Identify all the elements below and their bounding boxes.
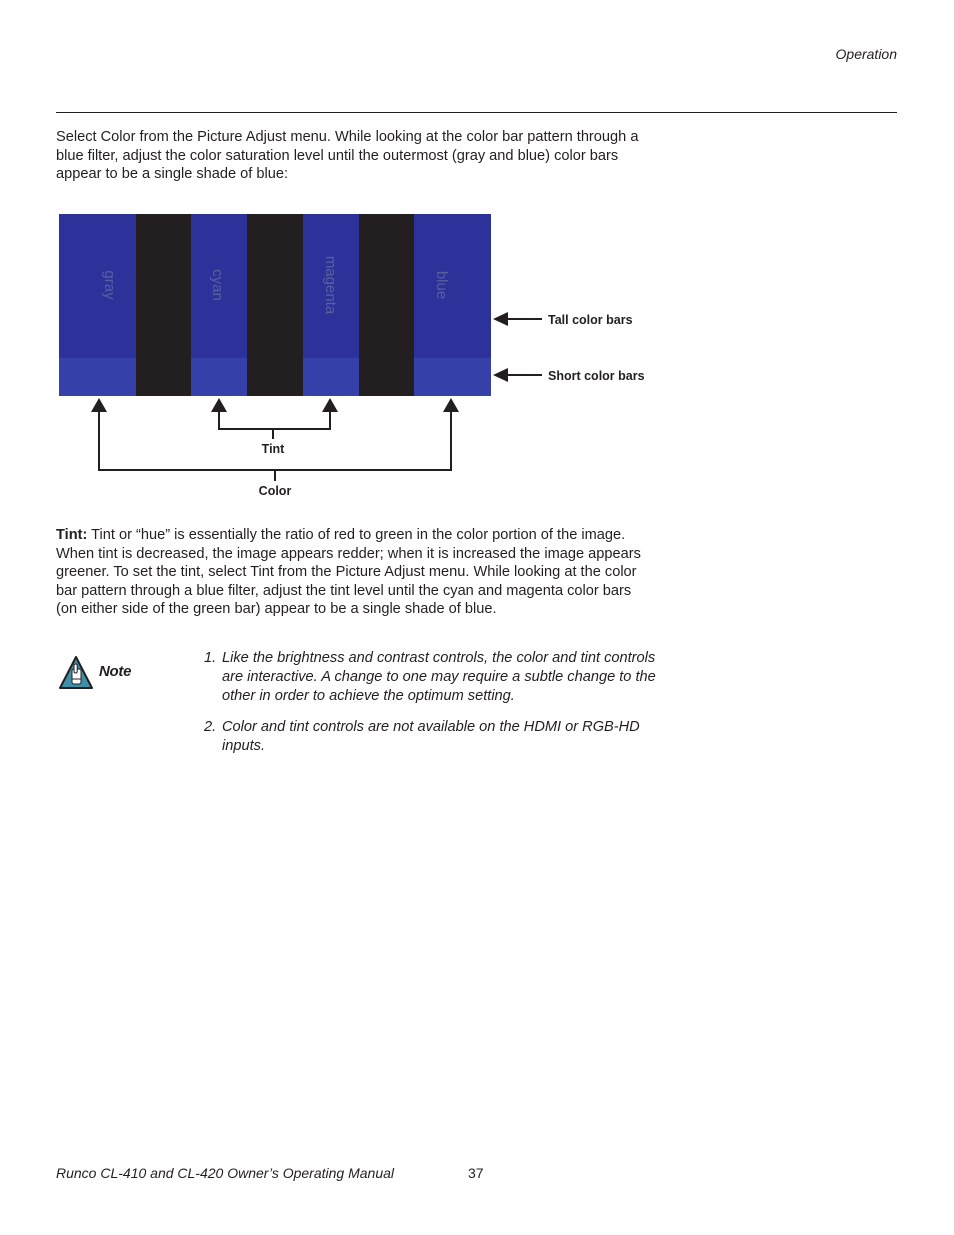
footer-page-number: 37 [468,1165,484,1181]
tint-term: Tint: [56,527,88,543]
short-bar-blue [414,358,491,396]
tall-color-bars-label: Tall color bars [548,313,633,327]
color-bars [59,214,491,396]
header-rule [56,112,897,113]
bar-black-1 [136,214,191,396]
arrow-up-gray [91,398,107,412]
bar-label-gray: gray [101,270,118,300]
note-item [204,649,664,706]
note-item-number: 2. [204,719,217,735]
footer-manual-title: Runco CL-410 and CL-420 Owner’s Operating Manual [56,1165,395,1181]
note-item-text: Color and tint controls are not available on the HDMI or RGB-HD inputs. [222,719,640,754]
short-bar-gray [59,358,136,396]
color-bracket [99,410,451,470]
note-label: Note [99,663,132,680]
bar-label-magenta: magenta [322,255,339,315]
short-color-bars-label: Short color bars [548,369,645,383]
bar-label-blue: blue [433,270,450,300]
bar-label-cyan: cyan [209,269,226,301]
tall-callout-arrowhead [493,312,508,326]
short-bar-cyan [191,358,247,396]
tint-label: Tint [261,442,285,456]
note-item-number: 1. [204,650,217,666]
note-item-text: Like the brightness and contrast controls, the color and tint controls are interactive. A change to one may require a subtle change to the other in order to achieve the optimum setting. [222,650,656,704]
arrow-up-magenta [322,398,338,412]
bar-black-3 [359,214,414,396]
note-item [204,718,664,756]
header-section-title: Operation [835,46,897,62]
short-bar-magenta [303,358,359,396]
pointing-hand-warning-icon [58,655,94,691]
note-list [204,649,664,768]
tint-description: Tint or “hue” is essentially the ratio of red to green in the color portion of the image. When tint is decreased, the image appears redder; when it is increased the image appears greener. To set the tint, select Tint from the Picture Adjust menu. While looking at the color bar pattern through a blue filter, adjust the tint level until the cyan and magenta color bars (on either side of the green bar) appear to be a single shade of blue. [56,527,641,618]
tint-bracket [219,410,330,429]
short-callout-arrowhead [493,368,508,382]
tint-paragraph [56,526,656,619]
color-label: Color [258,484,292,498]
color-bar-diagram [50,205,670,510]
intro-paragraph: Select Color from the Picture Adjust menu. While looking at the color bar pattern through a blue filter, adjust the color saturation level until the outermost (gray and blue) color bars appear to be a single shade of blue: [56,129,639,183]
bar-black-2 [247,214,303,396]
arrow-up-cyan [211,398,227,412]
arrow-up-blue [443,398,459,412]
